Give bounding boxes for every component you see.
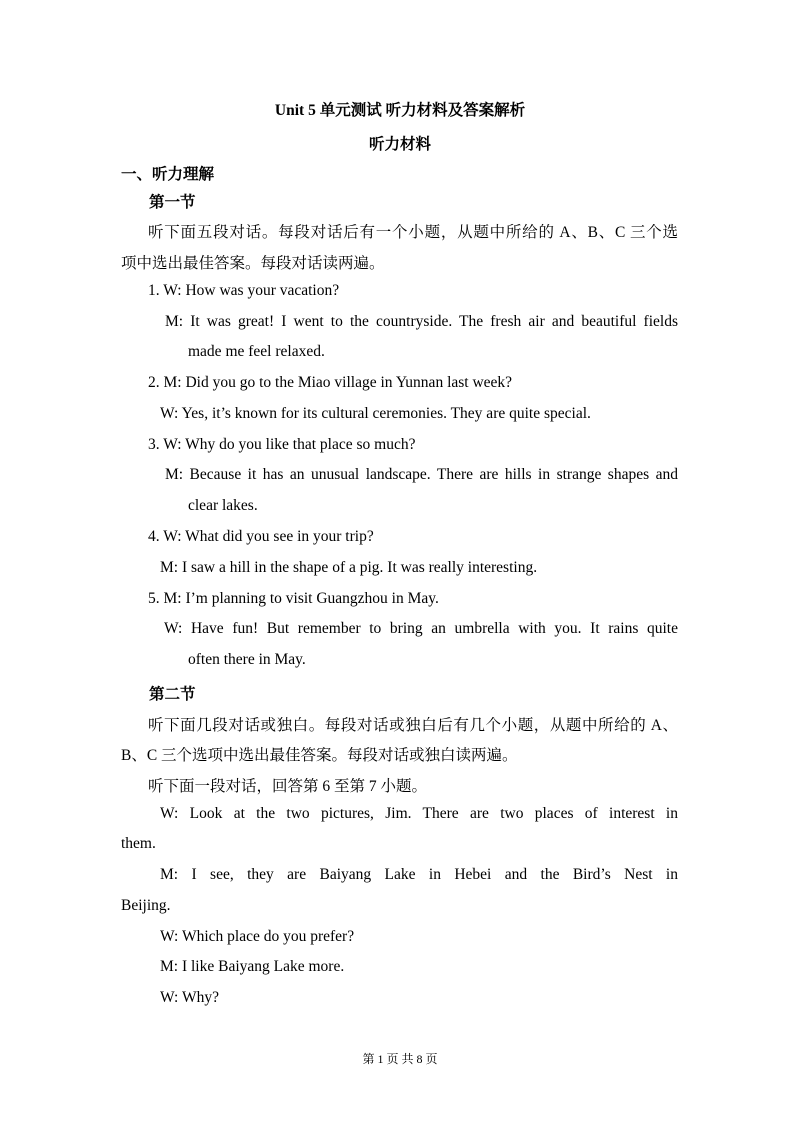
conversation-line-1: W: Look at the two pictures, Jim. There are two places of interest in	[160, 805, 678, 822]
dialogue-1-answer-continued: made me feel relaxed.	[188, 343, 325, 360]
page-title: Unit 5 单元测试 听力材料及答案解析	[274, 102, 526, 119]
dialogue-4-question-line: 4. W: What did you see in your trip?	[148, 528, 374, 545]
dialogue-2-question-line: 2. M: Did you go to the Miao village in Yunnan last week?	[148, 374, 513, 391]
part2-heading: 第二节	[149, 686, 196, 703]
part1-instructions-line2: 项中选出最佳答案。每段对话读两遍。	[121, 255, 385, 272]
dialogue-5-answer-line: W: Have fun! But remember to bring an umbrella with you. It rains quite	[164, 620, 678, 637]
dialogue-5-answer-continued: often there in May.	[188, 651, 306, 668]
conversation-line-4: M: I like Baiyang Lake more.	[160, 958, 345, 975]
dialogue-1-answer-line: M: It was great! I went to the countryside. The fresh air and beautiful fields	[165, 313, 678, 330]
page-subtitle: 听力材料	[368, 136, 431, 153]
conversation-line-3: W: Which place do you prefer?	[160, 928, 355, 945]
page-footer: 第 1 页 共 8 页	[362, 1052, 438, 1066]
part2-instructions-line1: 听下面几段对话或独白。每段对话或独白后有几个小题，从题中所给的 A、	[148, 717, 678, 734]
dialogue-3-answer-line: M: Because it has an unusual landscape. There are hills in strange shapes and	[165, 466, 678, 483]
dialogue-1-question-line: 1. W: How was your vacation?	[148, 282, 340, 299]
dialogue-3-question-line: 3. W: Why do you like that place so much?	[148, 436, 416, 453]
conversation-line-2: M: I see, they are Baiyang Lake in Hebei and the Bird’s Nest in	[160, 866, 678, 883]
dialogue-3-answer-continued: clear lakes.	[188, 497, 258, 514]
dialogue-5-question-line: 5. M: I’m planning to visit Guangzhou in May.	[148, 590, 439, 607]
dialogue-4-answer-line: M: I saw a hill in the shape of a pig. It was really interesting.	[160, 559, 538, 576]
conversation-line-2-continued: Beijing.	[121, 897, 171, 914]
part2-prompt: 听下面一段对话，回答第 6 至第 7 小题。	[148, 778, 428, 795]
part1-instructions-line1: 听下面五段对话。每段对话后有一个小题，从题中所给的 A、B、C 三个选	[148, 224, 678, 241]
section-heading: 一、听力理解	[121, 166, 215, 183]
conversation-line-5: W: Why?	[160, 989, 219, 1006]
part2-instructions-line2: B、C 三个选项中选出最佳答案。每段对话或独白读两遍。	[121, 747, 518, 764]
part1-heading: 第一节	[149, 194, 196, 211]
dialogue-2-answer-line: W: Yes, it’s known for its cultural ceremonies. They are quite special.	[160, 405, 591, 422]
conversation-line-1-continued: them.	[121, 835, 156, 852]
